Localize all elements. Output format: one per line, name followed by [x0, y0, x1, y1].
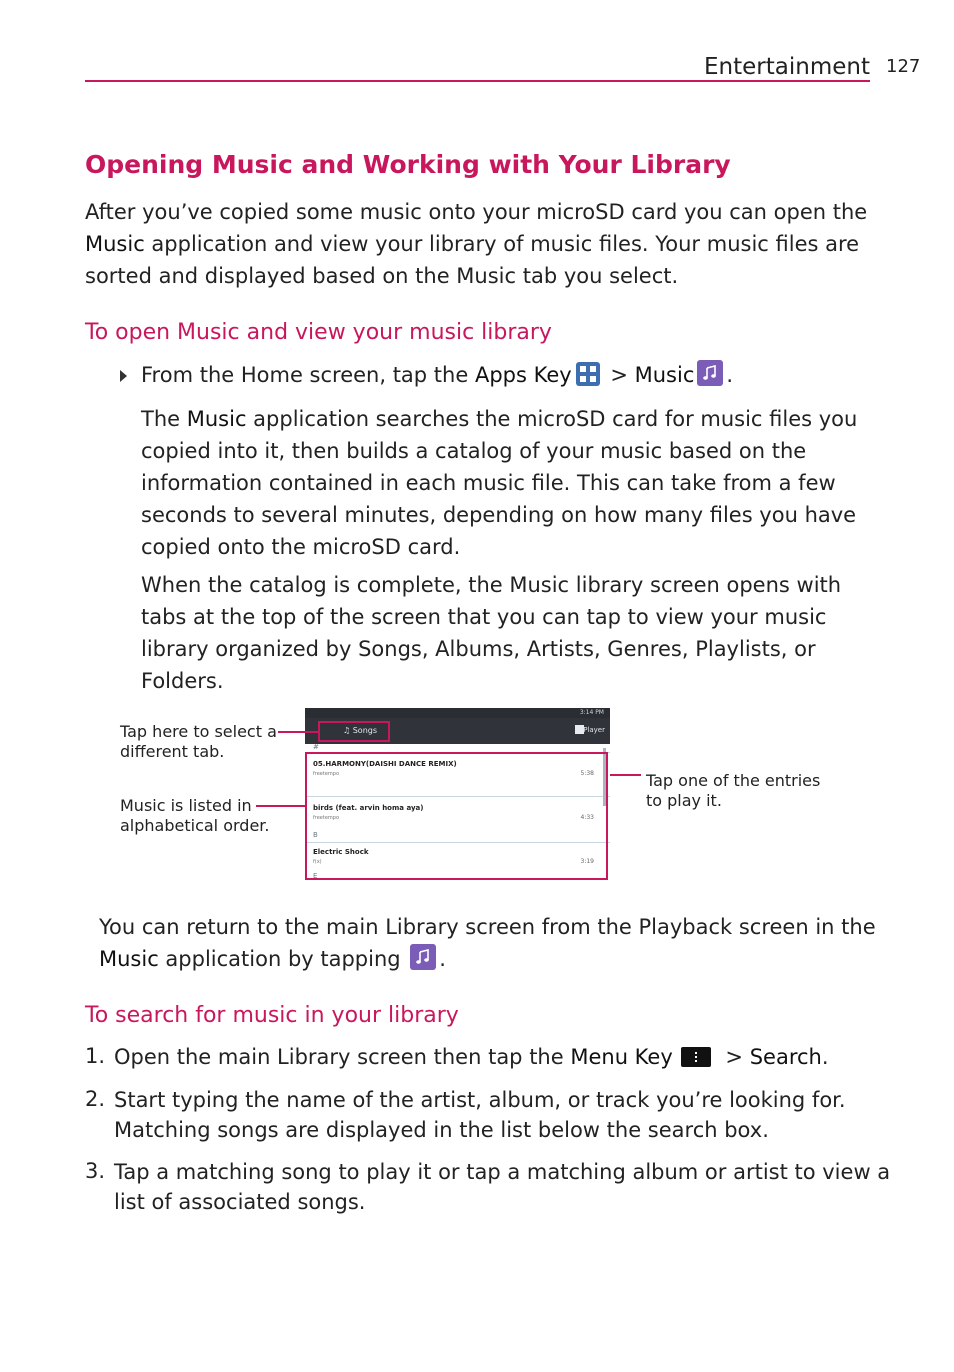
period: . [726, 363, 734, 387]
menu-key-label: Menu Key [570, 1045, 673, 1069]
caption-line: Tap here to select a [120, 722, 277, 741]
index-letter: B [313, 831, 318, 839]
separator: > [718, 1045, 750, 1069]
callout-line-tab [278, 731, 318, 733]
page-number: 127 [886, 56, 921, 77]
song-duration: 4:33 [580, 814, 594, 821]
music-key-label: Music [634, 363, 695, 387]
caption-line: Tap one of the entries [646, 771, 821, 790]
caption-alphabetical [120, 796, 269, 836]
step-line: Tap a matching song to play it or tap a matching album or artist to view a [114, 1160, 891, 1184]
bullet-arrow-icon [120, 370, 127, 382]
status-time: 3:14 PM [579, 709, 604, 716]
songs-tab-label: Songs [352, 726, 378, 735]
song-list-highlight [305, 752, 608, 880]
music-app-name: Music [85, 232, 145, 256]
caption-line: to play it. [646, 791, 722, 810]
apps-key-icon [576, 362, 600, 386]
callout-line-alphabetical [256, 805, 305, 807]
song-artist: freetempo [313, 771, 339, 777]
intro-paragraph [85, 196, 867, 292]
song-duration: 3:19 [580, 858, 594, 865]
return-line: You can return to the main Library screen from the Playback screen in the [99, 915, 876, 939]
index-letter: E [313, 872, 318, 880]
song-title[interactable]: Electric Shock [313, 848, 369, 856]
caption-line: Music is listed in [120, 796, 252, 815]
caption-tab [120, 722, 277, 762]
library-tabs-paragraph [141, 569, 841, 697]
period: . [439, 947, 446, 971]
return-line [99, 943, 876, 975]
caption-entries [646, 771, 820, 811]
section-name: Entertainment [704, 54, 870, 80]
separator: > [603, 363, 635, 387]
music-app-name: Music [186, 407, 247, 431]
catalog-paragraph [141, 403, 857, 563]
return-paragraph [99, 911, 876, 975]
intro-line: After you’ve copied some music onto your microSD card you can open the [85, 200, 868, 224]
song-artist: freetempo [313, 815, 339, 821]
step-line: Matching songs are displayed in the list below the search box. [114, 1118, 769, 1142]
apps-key-label: Apps Key [474, 363, 572, 387]
step-line: Start typing the name of the artist, album, or track you’re looking for. [114, 1088, 846, 1112]
index-letter: # [313, 743, 319, 751]
status-bar [305, 708, 610, 718]
step-line: list of associated songs. [114, 1190, 366, 1214]
catalog-line: seconds to several minutes, depending on how many files you have [141, 503, 857, 527]
library-line: library organized by Songs, Albums, Artists, Genres, Playlists, or [141, 637, 816, 661]
library-line: Folders. [141, 669, 224, 693]
song-duration: 5:38 [580, 770, 594, 777]
open-music-heading: To open Music and view your music library [85, 320, 552, 345]
catalog-line: copied into it, then builds a catalog of your music based on the [141, 439, 807, 463]
intro-line [85, 228, 867, 260]
songs-tab[interactable]: ♫ Songs [343, 726, 378, 735]
period: . [821, 1045, 829, 1069]
music-app-name: Music [99, 947, 159, 971]
step-2-text [114, 1085, 846, 1145]
callout-line-entries [610, 774, 641, 776]
page-title: Opening Music and Working with Your Library [85, 150, 731, 179]
header-rule [85, 80, 870, 82]
intro-line: sorted and displayed based on the Music tab you select. [85, 264, 679, 288]
caption-line: alphabetical order. [120, 816, 270, 835]
catalog-line: copied onto the microSD card. [141, 535, 461, 559]
caption-line: different tab. [120, 742, 225, 761]
open-step [141, 359, 733, 391]
open-step-line [141, 359, 733, 391]
player-label[interactable]: Player [583, 726, 605, 734]
catalog-text: The [141, 407, 187, 431]
return-text: application by tapping [158, 947, 408, 971]
library-line: tabs at the top of the screen that you can tap to view your music [141, 605, 827, 629]
search-music-heading: To search for music in your library [85, 1003, 459, 1028]
catalog-line: information contained in each music file. This can take from a few [141, 471, 836, 495]
tab-highlight [318, 721, 390, 742]
catalog-line [141, 403, 857, 435]
music-library-icon [410, 944, 436, 970]
song-artist: f(x) [313, 859, 322, 865]
step-3-text [114, 1157, 890, 1217]
step-number: 1. [85, 1044, 106, 1068]
menu-key-icon [681, 1047, 711, 1067]
open-step-prefix: From the Home screen, tap the [141, 363, 475, 387]
search-label: Search [749, 1045, 822, 1069]
intro-line-text: application and view your library of music files. Your music files are [144, 232, 860, 256]
step-1-text [114, 1042, 829, 1072]
song-title[interactable]: birds (feat. arvin homa aya) [313, 804, 424, 812]
step-text: Open the main Library screen then tap the [114, 1045, 571, 1069]
library-line: When the catalog is complete, the Music library screen opens with [141, 573, 842, 597]
catalog-text: application searches the microSD card for music files you [246, 407, 858, 431]
song-title[interactable]: 05.HARMONY(DAISHI DANCE REMIX) [313, 760, 457, 768]
step-number: 3. [85, 1159, 106, 1183]
music-app-icon [697, 360, 723, 386]
step-number: 2. [85, 1087, 106, 1111]
